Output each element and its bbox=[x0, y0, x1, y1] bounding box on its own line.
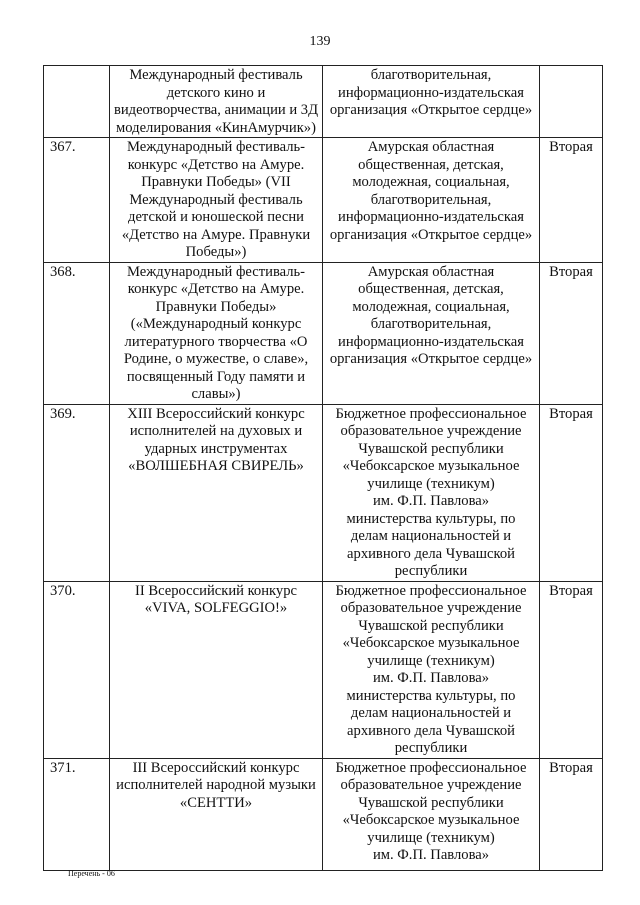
organizer: благотворительная, информационно-издательская организация «Открытое сердце» bbox=[323, 66, 540, 138]
event-name: Международный фестиваль- конкурс «Детство на Амуре. Правнуки Победы» (VII Международный фестиваль детской и юношеской песни «Детство на Амуре. Правнуки Победы») bbox=[110, 138, 323, 263]
category: Вторая bbox=[540, 758, 603, 870]
page-number: 139 bbox=[309, 34, 331, 49]
row-number: 368. bbox=[44, 262, 110, 404]
event-name: II Всероссийский конкурс «VIVA, SOLFEGGIO!» bbox=[110, 581, 323, 758]
organizer: Бюджетное профессиональное образовательное учреждение Чувашской республики «Чебоксарское музыкальное училище (техникум) им. Ф.П. Павлова» министерства культуры, по делам национальностей и архивного дела Чувашской республики bbox=[323, 581, 540, 758]
row-number: 369. bbox=[44, 404, 110, 581]
organizer: Амурская областная общественная, детская, молодежная, социальная, благотворительная, информационно-издательская организация «Открытое сердце» bbox=[323, 262, 540, 404]
category: Вторая bbox=[540, 262, 603, 404]
table-row bbox=[44, 758, 603, 870]
event-name: Международный фестиваль детского кино и видеотворчества, анимации и 3Д моделирования «КинАмурчик») bbox=[110, 66, 323, 138]
event-name: Международный фестиваль- конкурс «Детство на Амуре. Правнуки Победы» («Международный конкурс литературного творчества «О Родине, о мужестве, о славе», посвященный Году памяти и славы») bbox=[110, 262, 323, 404]
category: Вторая bbox=[540, 138, 603, 263]
row-number bbox=[44, 66, 110, 138]
category bbox=[540, 66, 603, 138]
category: Вторая bbox=[540, 581, 603, 758]
event-name: III Всероссийский конкурс исполнителей народной музыки «СЕНТТИ» bbox=[110, 758, 323, 870]
footer-note: Перечень - 06 bbox=[68, 869, 115, 878]
row-number: 367. bbox=[44, 138, 110, 263]
row-number: 371. bbox=[44, 758, 110, 870]
event-name: XIII Всероссийский конкурс исполнителей на духовых и ударных инструментах «ВОЛШЕБНАЯ СВИРЕЛЬ» bbox=[110, 404, 323, 581]
organizer: Бюджетное профессиональное образовательное учреждение Чувашской республики «Чебоксарское музыкальное училище (техникум) им. Ф.П. Павлова» bbox=[323, 758, 540, 870]
table-row bbox=[44, 262, 603, 404]
category: Вторая bbox=[540, 404, 603, 581]
row-number: 370. bbox=[44, 581, 110, 758]
organizer: Амурская областная общественная, детская, молодежная, социальная, благотворительная, информационно-издательская организация «Открытое сердце» bbox=[323, 138, 540, 263]
table-row bbox=[44, 138, 603, 263]
table-row bbox=[44, 404, 603, 581]
table-row bbox=[44, 581, 603, 758]
organizer: Бюджетное профессиональное образовательное учреждение Чувашской республики «Чебоксарское музыкальное училище (техникум) им. Ф.П. Павлова» министерства культуры, по делам национальностей и архивного дела Чувашской республики bbox=[323, 404, 540, 581]
table-row bbox=[44, 66, 603, 138]
events-table bbox=[43, 65, 603, 871]
